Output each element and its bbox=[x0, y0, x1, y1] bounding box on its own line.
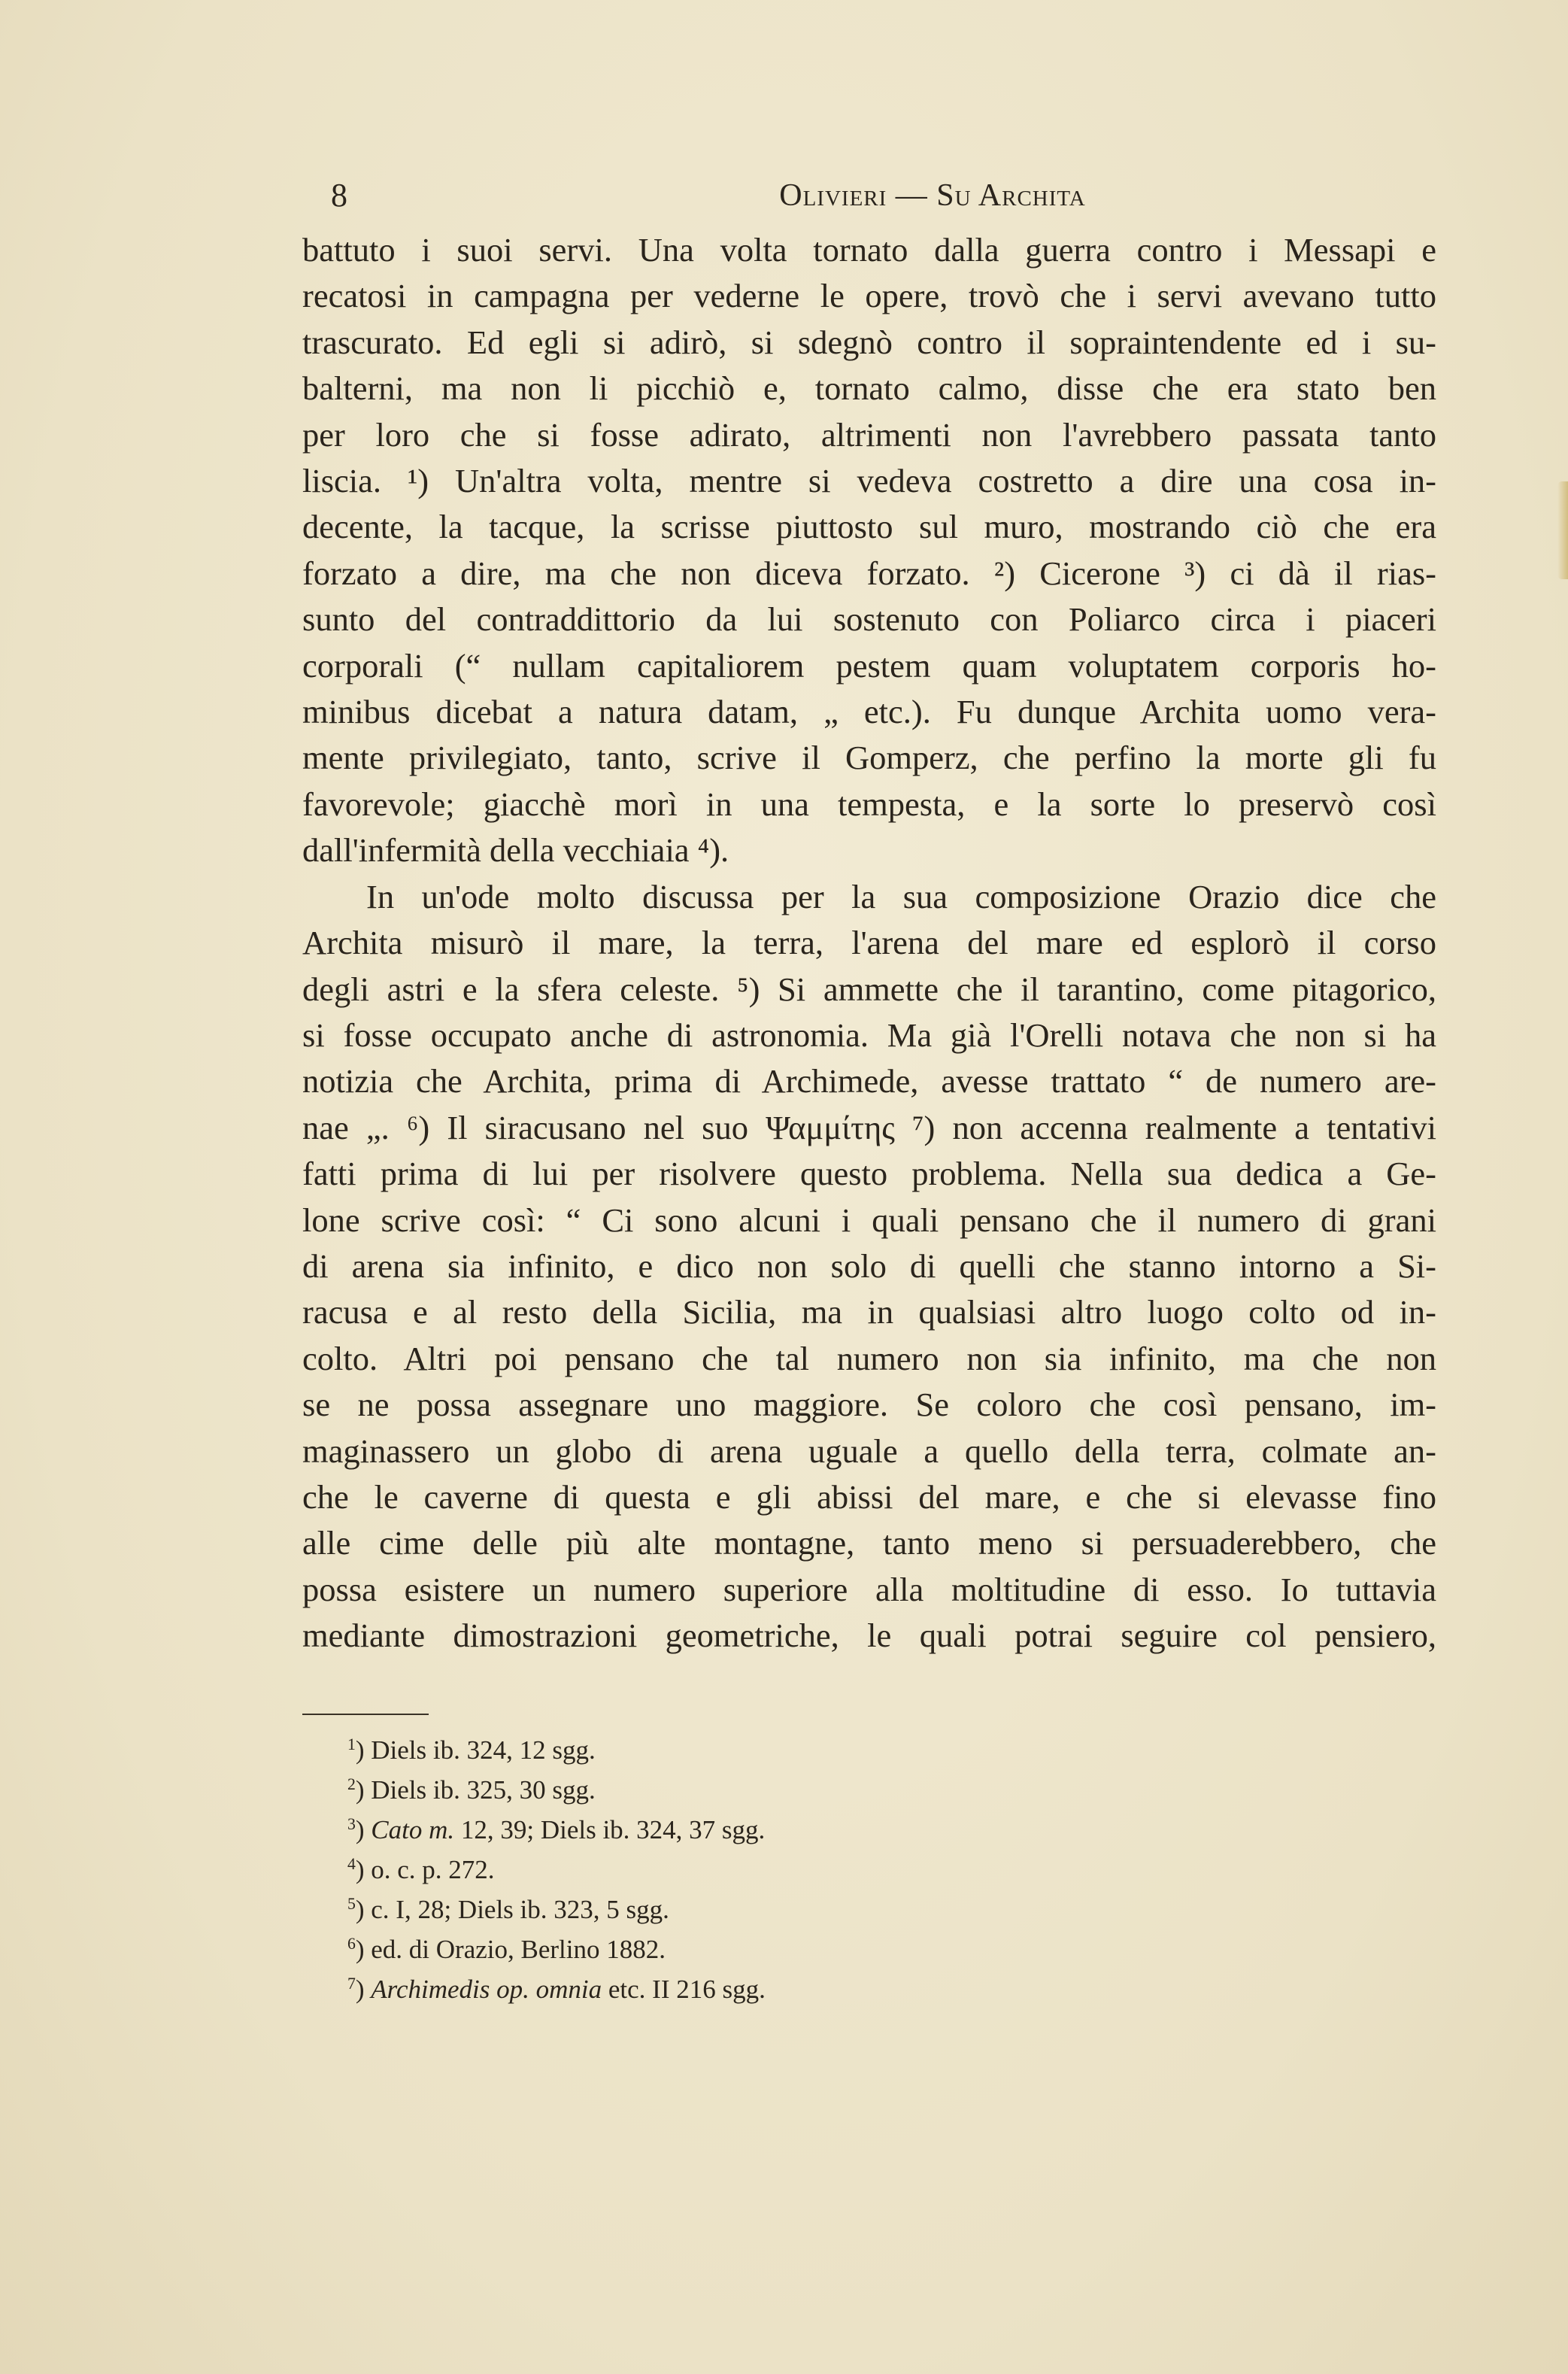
footnote-mark: 6 bbox=[347, 1935, 356, 1954]
footnote-text: 12, 39; Diels ib. 324, 37 sgg. bbox=[454, 1815, 766, 1844]
text-line: decente, la tacque, la scrisse piuttosto sul muro, mostrando ciò che era bbox=[302, 508, 1436, 546]
footnote-text: Diels ib. 325, 30 sgg. bbox=[371, 1775, 596, 1805]
running-title: Olivieri — Su Archita bbox=[779, 178, 1086, 213]
footnote: $^6$) ed. di Orazio, Berlino 1882. bbox=[347, 1935, 666, 1964]
text-line: favorevole; giacchè morì in una tempesta, e la sorte lo preservò così bbox=[302, 785, 1436, 823]
text-line: trascurato. Ed egli si adirò, si sdegnò contro il sopraintendente ed i su- bbox=[302, 323, 1436, 361]
footnote: $^7$) Archimedis op. omnia etc. II 216 sgg. bbox=[347, 1975, 766, 2004]
text-line: forzato a dire, ma che non diceva forzato. ²) Cicerone ³) ci dà il rias- bbox=[302, 554, 1436, 592]
text-line: nae „. ⁶) Il siracusano nel suo Ψαμμίτης ⁷) non accenna realmente a tentativi bbox=[302, 1108, 1436, 1146]
footnote-mark: 7 bbox=[347, 1975, 356, 1993]
text-line: maginassero un globo di arena uguale a quello della terra, colmate an- bbox=[302, 1431, 1436, 1470]
text-line: dall'infermità della vecchiaia ⁴). bbox=[302, 831, 729, 870]
page-edge-stain bbox=[1557, 481, 1568, 579]
footnote-divider bbox=[302, 1714, 429, 1715]
text-line: si fosse occupato anche di astronomia. Ma già l'Orelli notava che non si ha bbox=[302, 1015, 1436, 1054]
text-line: degli astri e la sfera celeste. ⁵) Si ammette che il tarantino, come pitagorico, bbox=[302, 970, 1436, 1008]
footnote-mark: 4 bbox=[347, 1855, 356, 1874]
text-line: per loro che si fosse adirato, altrimenti non l'avrebbero passata tanto bbox=[302, 415, 1436, 454]
text-line: balterni, ma non li picchiò e, tornato calmo, disse che era stato ben bbox=[302, 369, 1436, 408]
footnote: $^4$) o. c. p. 272. bbox=[347, 1855, 495, 1884]
text-line: lone scrive così: “ Ci sono alcuni i quali pensano che il numero di grani bbox=[302, 1201, 1436, 1239]
text-line: fatti prima di lui per risolvere questo problema. Nella sua dedica a Ge- bbox=[302, 1155, 1436, 1193]
footnotes bbox=[347, 1730, 1325, 2009]
footnote: $^1$) Diels ib. 324, 12 sgg. bbox=[347, 1735, 596, 1765]
footnote-mark: 3 bbox=[347, 1815, 356, 1834]
page-header bbox=[331, 169, 1459, 222]
text-line: di arena sia infinito, e dico non solo di quelli che stanno intorno a Si- bbox=[302, 1246, 1436, 1285]
footnote-italic: Archimedis op. omnia bbox=[371, 1975, 602, 2004]
page-number: 8 bbox=[331, 177, 347, 214]
text-line: racusa e al resto della Sicilia, ma in qualsiasi altro luogo colto od in- bbox=[302, 1293, 1436, 1331]
text-line: alle cime delle più alte montagne, tanto meno si persuaderebbero, che bbox=[302, 1524, 1436, 1562]
footnote-text: ed. di Orazio, Berlino 1882. bbox=[371, 1935, 666, 1964]
text-line: possa esistere un numero superiore alla moltitudine di esso. Io tuttavia bbox=[302, 1570, 1436, 1608]
footnote-text: o. c. p. 272. bbox=[371, 1855, 495, 1884]
text-line: Archita misurò il mare, la terra, l'arena del mare ed esplorò il corso bbox=[302, 924, 1436, 962]
footnote: $^2$) Diels ib. 325, 30 sgg. bbox=[347, 1775, 596, 1805]
footnote-text: etc. II 216 sgg. bbox=[602, 1975, 766, 2004]
text-line: se ne possa assegnare uno maggiore. Se coloro che così pensano, im- bbox=[302, 1386, 1436, 1424]
text-line: minibus dicebat a natura datam, „ etc.). Fu dunque Archita uomo vera- bbox=[302, 693, 1436, 731]
text-line: battuto i suoi servi. Una volta tornato dalla guerra contro i Messapi e bbox=[302, 231, 1436, 269]
text-line: che le caverne di questa e gli abissi del mare, e che si elevasse fino bbox=[302, 1477, 1436, 1516]
text-line: corporali (“ nullam capitaliorem pestem quam voluptatem corporis ho- bbox=[302, 646, 1436, 685]
text-line: mediante dimostrazioni geometriche, le quali potrai seguire col pensiero, bbox=[302, 1617, 1436, 1655]
text-line: notizia che Archita, prima di Archimede, avesse trattato “ de numero are- bbox=[302, 1062, 1436, 1100]
text-line: sunto del contraddittorio da lui sostenuto con Poliarco circa i piaceri bbox=[302, 600, 1436, 639]
footnote-mark: 2 bbox=[347, 1775, 356, 1794]
text-line: colto. Altri poi pensano che tal numero non sia infinito, ma che non bbox=[302, 1339, 1436, 1377]
footnote: $^3$) Cato m. 12, 39; Diels ib. 324, 37 sgg. bbox=[347, 1815, 766, 1844]
footnote-mark: 1 bbox=[347, 1735, 356, 1754]
footnote: $^5$) c. I, 28; Diels ib. 323, 5 sgg. bbox=[347, 1895, 669, 1924]
footnote-mark: 5 bbox=[347, 1895, 356, 1914]
footnote-text: c. I, 28; Diels ib. 323, 5 sgg. bbox=[371, 1895, 669, 1924]
text-line: mente privilegiato, tanto, scrive il Gomperz, che perfino la morte gli fu bbox=[302, 739, 1436, 777]
text-line-paragraph-start: In un'ode molto discussa per la sua composizione Orazio dice che bbox=[366, 877, 1436, 915]
footnote-italic: Cato m. bbox=[371, 1815, 455, 1844]
text-line: liscia. ¹) Un'altra volta, mentre si vedeva costretto a dire una cosa in- bbox=[302, 462, 1436, 500]
body-text bbox=[302, 227, 1436, 1659]
text-line: recatosi in campagna per vederne le opere, trovò che i servi avevano tutto bbox=[302, 277, 1436, 315]
footnote-text: Diels ib. 324, 12 sgg. bbox=[371, 1735, 596, 1765]
